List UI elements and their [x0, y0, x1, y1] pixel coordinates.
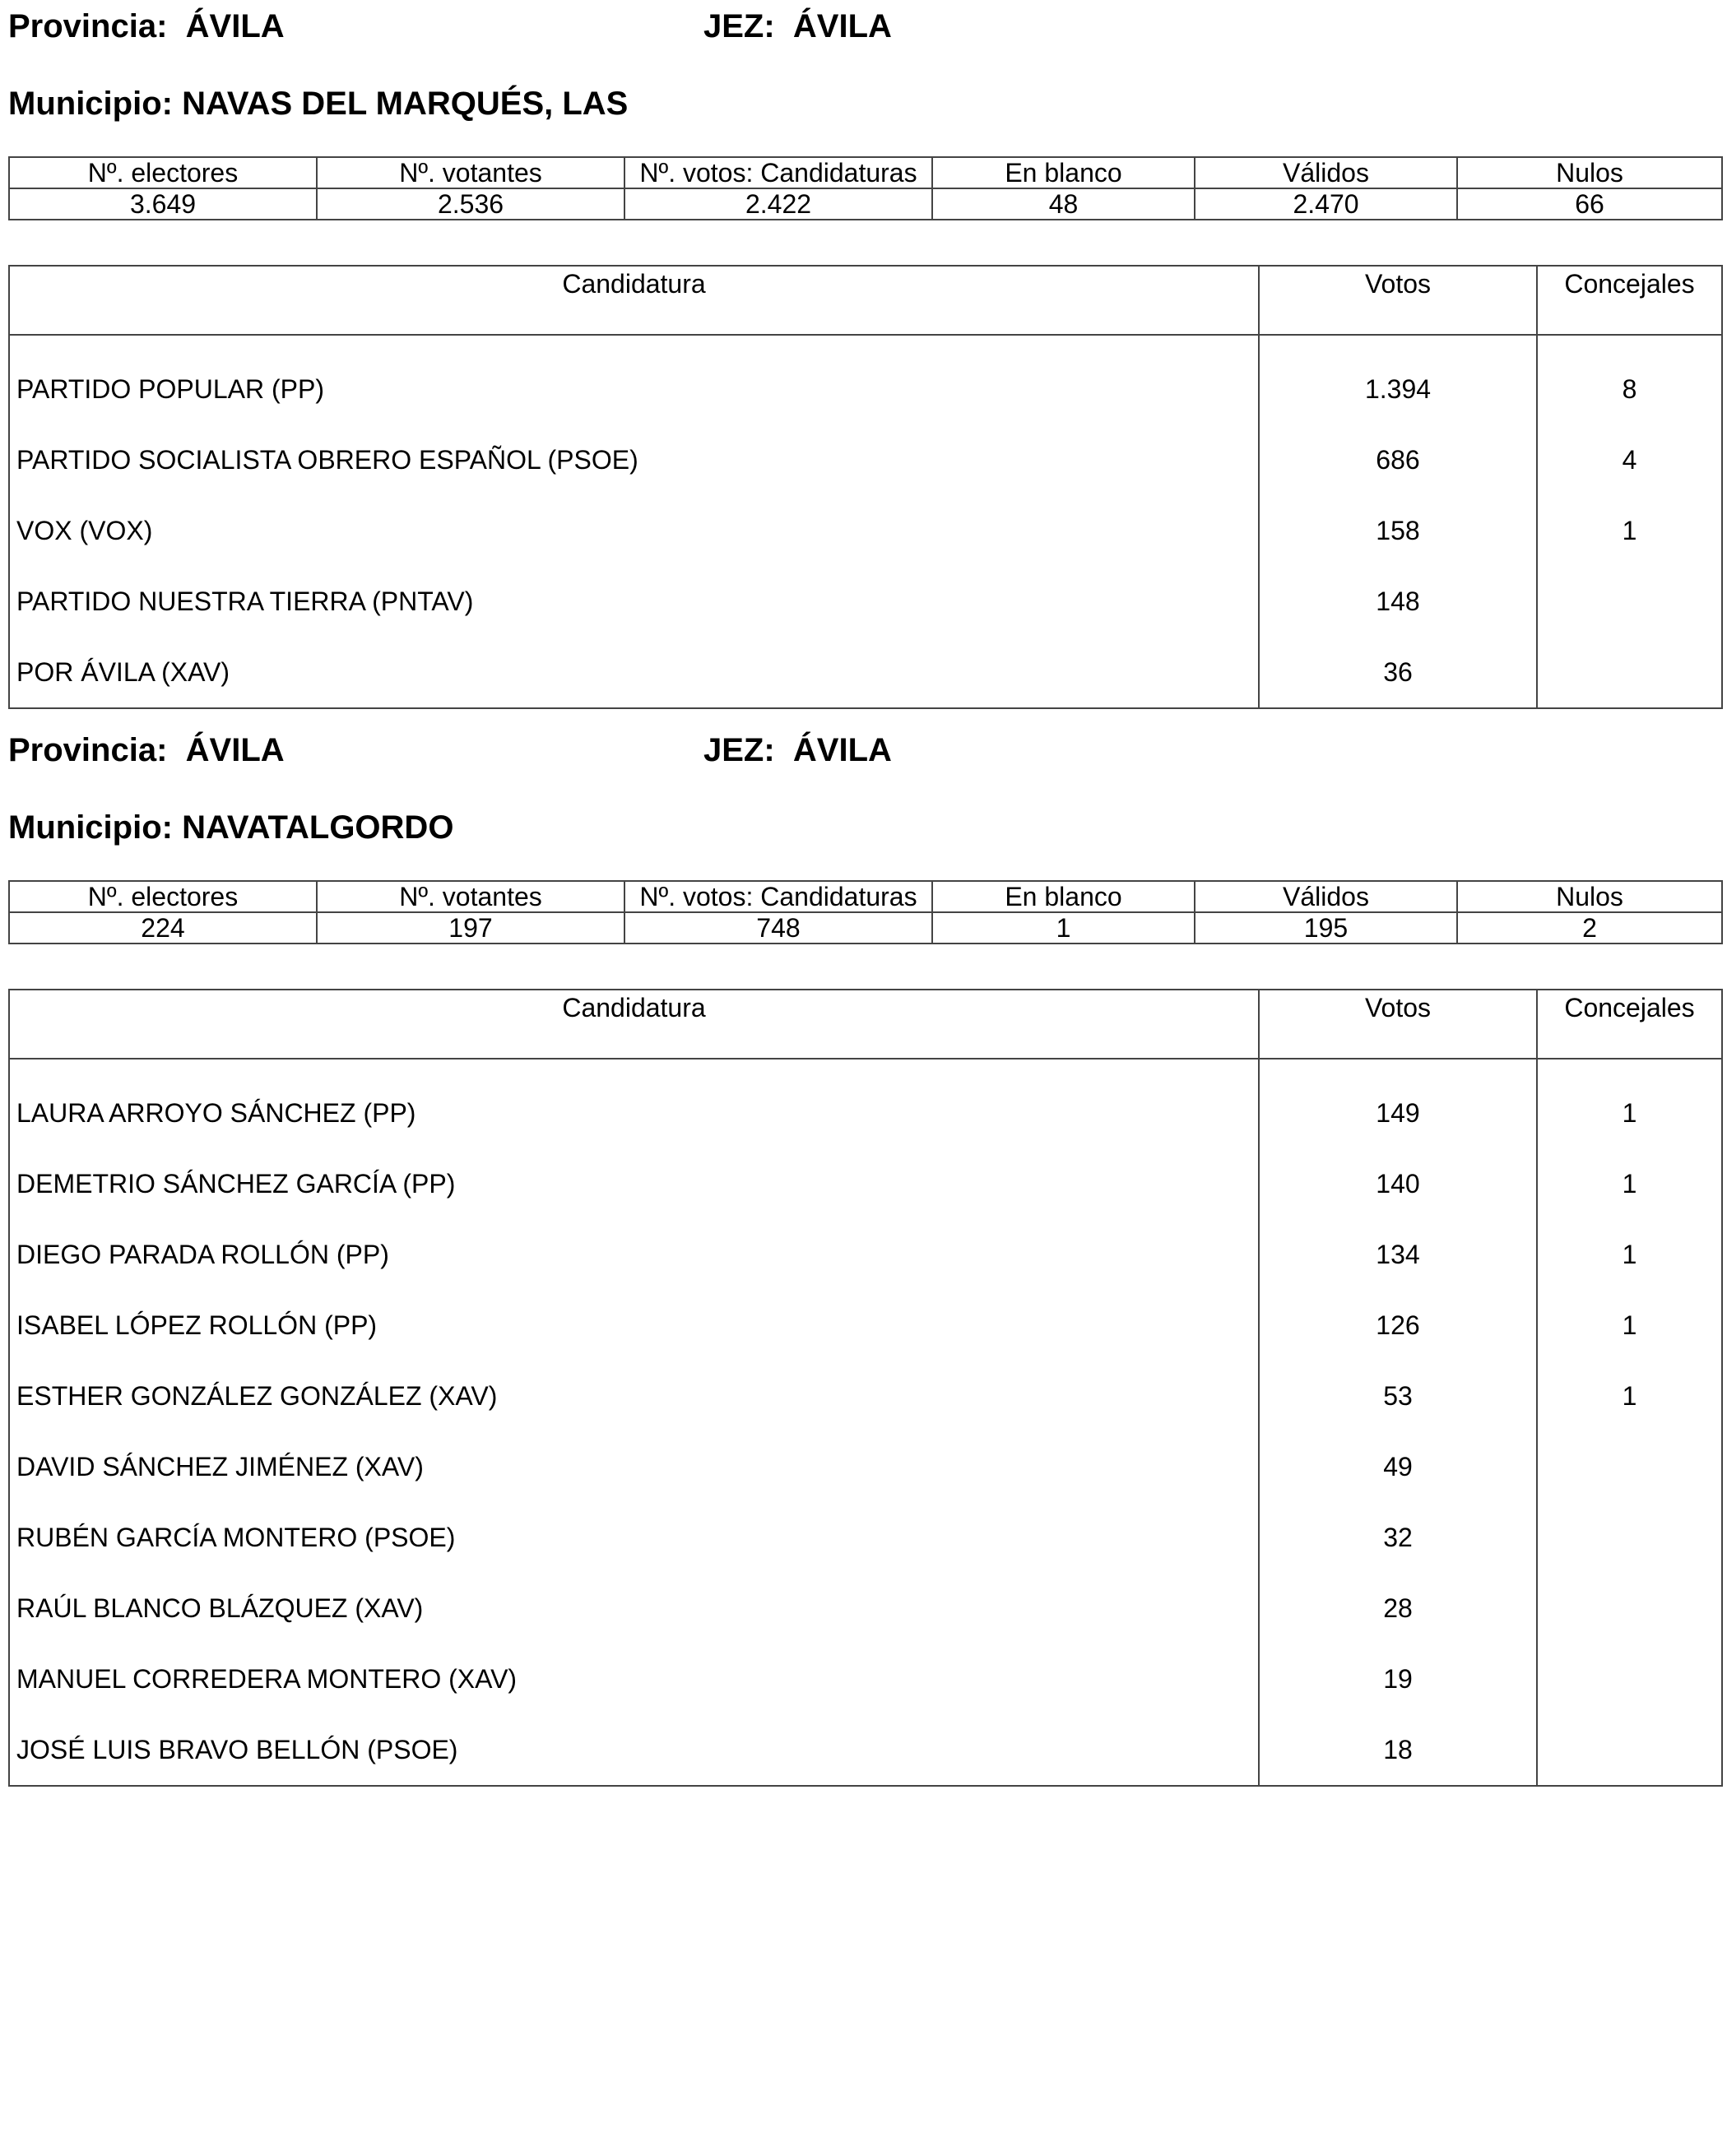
result-row — [9, 637, 1722, 708]
summary-value-cell: 66 — [1457, 188, 1722, 220]
candidate-seats: 1 — [1537, 1148, 1722, 1219]
candidate-seats — [1537, 1431, 1722, 1502]
candidate-seats: 1 — [1537, 1059, 1722, 1148]
candidate-name: VOX (VOX) — [9, 495, 1259, 566]
summary-value-cell: 2 — [1457, 912, 1722, 944]
summary-value-cell: 3.649 — [9, 188, 317, 220]
candidate-name: POR ÁVILA (XAV) — [9, 637, 1259, 708]
candidate-seats — [1537, 1573, 1722, 1644]
candidate-seats — [1537, 637, 1722, 708]
candidatura-header: Candidatura — [9, 266, 1259, 335]
candidate-votes: 49 — [1259, 1431, 1537, 1502]
result-row — [9, 1219, 1722, 1290]
candidatura-header: Candidatura — [9, 990, 1259, 1059]
summary-value-row — [9, 188, 1722, 220]
candidate-votes: 140 — [1259, 1148, 1537, 1219]
candidate-name: PARTIDO POPULAR (PP) — [9, 335, 1259, 424]
candidate-seats — [1537, 566, 1722, 637]
candidate-name: JOSÉ LUIS BRAVO BELLÓN (PSOE) — [9, 1714, 1259, 1786]
summary-header-cell: En blanco — [932, 881, 1195, 912]
result-row — [9, 1148, 1722, 1219]
results-table — [8, 989, 1723, 1787]
candidate-name: DIEGO PARADA ROLLÓN (PP) — [9, 1219, 1259, 1290]
result-row — [9, 1573, 1722, 1644]
candidate-votes: 126 — [1259, 1290, 1537, 1361]
jez-heading: JEZ: ÁVILA — [703, 732, 892, 768]
candidate-votes: 53 — [1259, 1361, 1537, 1431]
candidate-votes: 18 — [1259, 1714, 1537, 1786]
candidate-votes: 32 — [1259, 1502, 1537, 1573]
candidate-seats — [1537, 1644, 1722, 1714]
result-row — [9, 424, 1722, 495]
provincia-heading: Provincia: ÁVILA — [8, 732, 285, 768]
summary-header-cell: Nº. votantes — [317, 881, 624, 912]
result-row — [9, 1361, 1722, 1431]
candidate-votes: 149 — [1259, 1059, 1537, 1148]
municipio-heading: Municipio: NAVAS DEL MARQUÉS, LAS — [8, 86, 629, 122]
candidate-name: DAVID SÁNCHEZ JIMÉNEZ (XAV) — [9, 1431, 1259, 1502]
summary-header-cell: Nº. votos: Candidaturas — [624, 881, 932, 912]
result-row — [9, 1502, 1722, 1573]
municipality-section — [0, 0, 1727, 724]
candidate-seats: 8 — [1537, 335, 1722, 424]
summary-value-cell: 2.470 — [1195, 188, 1457, 220]
summary-header-cell: Nº. votos: Candidaturas — [624, 157, 932, 188]
result-row — [9, 335, 1722, 424]
summary-value-cell: 195 — [1195, 912, 1457, 944]
provincia-heading: Provincia: ÁVILA — [8, 8, 285, 44]
candidate-name: MANUEL CORREDERA MONTERO (XAV) — [9, 1644, 1259, 1714]
result-row — [9, 495, 1722, 566]
provincia-value: ÁVILA — [185, 8, 285, 44]
result-row — [9, 1059, 1722, 1148]
result-row — [9, 566, 1722, 637]
votos-header: Votos — [1259, 990, 1537, 1059]
municipio-heading: Municipio: NAVATALGORDO — [8, 809, 454, 846]
result-row — [9, 1431, 1722, 1502]
concejales-header: Concejales — [1537, 990, 1722, 1059]
summary-value-cell: 224 — [9, 912, 317, 944]
candidate-seats — [1537, 1502, 1722, 1573]
summary-header-row — [9, 157, 1722, 188]
result-row — [9, 1714, 1722, 1786]
candidate-votes: 19 — [1259, 1644, 1537, 1714]
candidate-seats: 1 — [1537, 1290, 1722, 1361]
candidate-name: LAURA ARROYO SÁNCHEZ (PP) — [9, 1059, 1259, 1148]
summary-header-cell: Nº. electores — [9, 157, 317, 188]
summary-header-cell: Válidos — [1195, 157, 1457, 188]
candidate-seats: 1 — [1537, 1361, 1722, 1431]
results-header-row — [9, 266, 1722, 335]
candidate-name: ESTHER GONZÁLEZ GONZÁLEZ (XAV) — [9, 1361, 1259, 1431]
summary-value-cell: 197 — [317, 912, 624, 944]
summary-value-row — [9, 912, 1722, 944]
municipality-section — [0, 724, 1727, 1764]
summary-value-cell: 2.536 — [317, 188, 624, 220]
concejales-header: Concejales — [1537, 266, 1722, 335]
candidate-name: PARTIDO NUESTRA TIERRA (PNTAV) — [9, 566, 1259, 637]
candidate-votes: 148 — [1259, 566, 1537, 637]
candidate-name: DEMETRIO SÁNCHEZ GARCÍA (PP) — [9, 1148, 1259, 1219]
summary-header-cell: En blanco — [932, 157, 1195, 188]
candidate-votes: 686 — [1259, 424, 1537, 495]
jez-value: ÁVILA — [792, 8, 892, 44]
summary-table — [8, 880, 1723, 944]
candidate-name: RUBÉN GARCÍA MONTERO (PSOE) — [9, 1502, 1259, 1573]
summary-header-cell: Nulos — [1457, 157, 1722, 188]
jez-heading: JEZ: ÁVILA — [703, 8, 892, 44]
summary-value-cell: 1 — [932, 912, 1195, 944]
candidate-seats — [1537, 1714, 1722, 1786]
candidate-votes: 158 — [1259, 495, 1537, 566]
results-header-row — [9, 990, 1722, 1059]
summary-value-cell: 48 — [932, 188, 1195, 220]
candidate-seats: 1 — [1537, 1219, 1722, 1290]
candidate-name: RAÚL BLANCO BLÁZQUEZ (XAV) — [9, 1573, 1259, 1644]
result-row — [9, 1290, 1722, 1361]
candidate-seats: 4 — [1537, 424, 1722, 495]
candidate-name: ISABEL LÓPEZ ROLLÓN (PP) — [9, 1290, 1259, 1361]
candidate-seats: 1 — [1537, 495, 1722, 566]
summary-header-cell: Válidos — [1195, 881, 1457, 912]
jez-value: ÁVILA — [792, 732, 892, 768]
result-row — [9, 1644, 1722, 1714]
provincia-value: ÁVILA — [185, 732, 285, 768]
candidate-name: PARTIDO SOCIALISTA OBRERO ESPAÑOL (PSOE) — [9, 424, 1259, 495]
municipio-value: NAVATALGORDO — [182, 809, 454, 846]
summary-value-cell: 2.422 — [624, 188, 932, 220]
summary-header-cell: Nulos — [1457, 881, 1722, 912]
candidate-votes: 1.394 — [1259, 335, 1537, 424]
summary-header-cell: Nº. electores — [9, 881, 317, 912]
candidate-votes: 36 — [1259, 637, 1537, 708]
candidate-votes: 28 — [1259, 1573, 1537, 1644]
results-table — [8, 265, 1723, 709]
summary-header-cell: Nº. votantes — [317, 157, 624, 188]
summary-table — [8, 156, 1723, 220]
candidate-votes: 134 — [1259, 1219, 1537, 1290]
summary-header-row — [9, 881, 1722, 912]
summary-value-cell: 748 — [624, 912, 932, 944]
municipio-value: NAVAS DEL MARQUÉS, LAS — [182, 86, 629, 122]
votos-header: Votos — [1259, 266, 1537, 335]
